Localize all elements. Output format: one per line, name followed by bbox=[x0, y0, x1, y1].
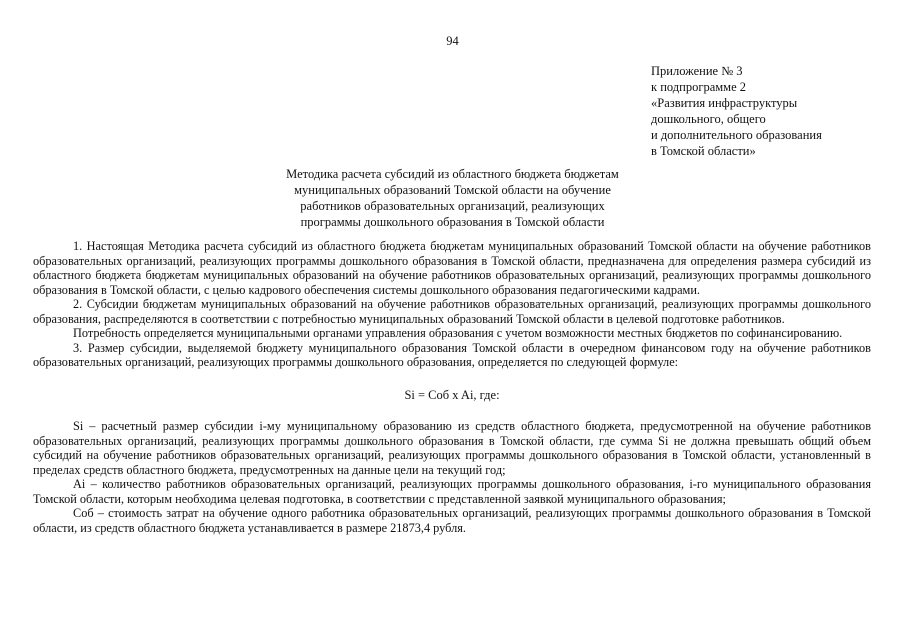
appendix-reference bbox=[651, 63, 822, 159]
appendix-line: в Томской области» bbox=[651, 144, 756, 158]
definition-ai: Ai – количество работников образовательных организаций, реализующих программы дошкольного образования, i-го муниципального образования Томской области, которым необходима целевая подготовка, в соответствии с представленной заявкой муниципального образования; bbox=[33, 477, 871, 506]
appendix-line: дошкольного, общего bbox=[651, 112, 766, 126]
paragraph-3: Потребность определяется муниципальными органами управления образования с учетом возможности местных бюджетов по софинансированию. bbox=[73, 326, 843, 340]
paragraph-2: 2. Субсидии бюджетам муниципальных образований на обучение работников образовательных организаций, реализующих программы дошкольного образования, распределяются в соответствии с потребностью муниципальных образований Томской области в целевой подготовке работников. bbox=[33, 297, 871, 326]
appendix-line: к подпрограмме 2 bbox=[651, 80, 746, 94]
page-number: 94 bbox=[446, 34, 459, 48]
title-line: Методика расчета субсидий из областного бюджета бюджетам bbox=[286, 167, 619, 181]
paragraph-4: 3. Размер субсидии, выделяемой бюджету муниципального образования Томской области в очередном финансовом году на обучение работников образовательных организаций, реализующих программы дошкольного образования, определяется по следующей формуле: bbox=[33, 340, 871, 369]
definition-sob: Соб – стоимость затрат на обучение одного работника образовательных организаций, реализующих программы дошкольного образования в Томской области, из средств областного бюджета устанавливается в размере 21873,4 рубля. bbox=[33, 506, 871, 535]
appendix-line: и дополнительного образования bbox=[651, 128, 822, 142]
document-body bbox=[33, 239, 871, 535]
subsidy-formula: Si = Соб x Ai, где: bbox=[404, 387, 500, 402]
definition-si: Si – расчетный размер субсидии i-му муниципальному образованию из средств областного бюджета, предусмотренной на обучение работников образовательных организаций, реализующих программы дошкольного образования в Томской области, где сумма Si не должна превышать общий объем субсидий на обучение работников образовательных организаций, реализующих программы дошкольного образования в Томской области, установленный в пределах средств областного бюджета, предусмотренных на данные цели на текущий год; bbox=[33, 419, 871, 477]
title-line: программы дошкольного образования в Томской области bbox=[300, 215, 605, 229]
appendix-line: Приложение № 3 bbox=[651, 64, 743, 78]
document-title bbox=[230, 166, 675, 230]
paragraph-1: 1. Настоящая Методика расчета субсидий из областного бюджета бюджетам муниципальных образований Томской области на обучение работников образовательных организаций, реализующих программы дошкольного образования в Томской области, предназначена для определения размера субсидий из областного бюджета бюджетам муниципальных образований на обучение работников образовательных организаций, реализующих программы дошкольного образования в Томской области, с целью кадрового обеспечения системы дошкольного образования педагогическими кадрами. bbox=[33, 239, 871, 297]
appendix-line: «Развития инфраструктуры bbox=[651, 96, 798, 110]
title-line: работников образовательных организаций, реализующих bbox=[300, 199, 605, 213]
title-line: муниципальных образований Томской области на обучение bbox=[294, 183, 611, 197]
